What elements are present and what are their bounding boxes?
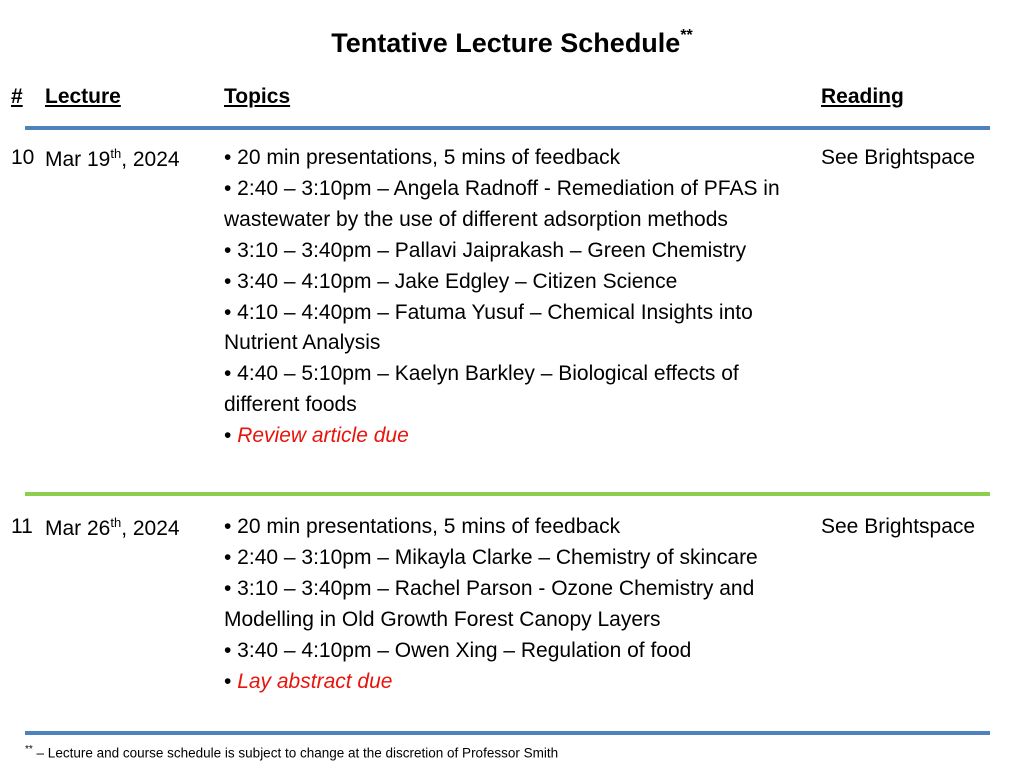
row-10-date-sup: th	[110, 146, 122, 161]
topic-item: • 2:40 – 3:10pm – Angela Radnoff - Remediation of PFAS in wastewater by the use of different adsorption methods	[224, 176, 780, 231]
row-10-num: 10	[11, 146, 35, 169]
due-item	[224, 421, 819, 452]
header-num: #	[11, 85, 23, 108]
due-item	[224, 667, 819, 698]
footnote	[25, 744, 558, 761]
row-11-reading: See Brightspace	[821, 515, 976, 538]
header-topics: Topics	[224, 85, 291, 108]
footer-divider	[25, 731, 990, 735]
row-10-date	[45, 146, 180, 172]
topic-item: • 2:40 – 3:10pm – Mikayla Clarke – Chemistry of skincare	[224, 545, 758, 569]
topic-item: • 20 min presentations, 5 mins of feedback	[224, 146, 621, 169]
row-11-date-sup: th	[110, 515, 122, 530]
topic-item: • 3:10 – 3:40pm – Pallavi Jaiprakash – Green Chemistry	[224, 238, 747, 262]
topic-item: • 20 min presentations, 5 mins of feedback	[224, 515, 621, 538]
header-divider	[25, 126, 990, 130]
row-10-date-main: Mar 19	[45, 148, 111, 171]
footnote-mark: **	[25, 744, 33, 755]
due-bullet: •	[224, 424, 238, 448]
review-article-due: Review article due	[237, 424, 409, 448]
topic-item: • 3:40 – 4:10pm – Owen Xing – Regulation of food	[224, 638, 692, 662]
row-11-num: 11	[11, 515, 33, 538]
lay-abstract-due: Lay abstract due	[237, 669, 393, 693]
topic-item: • 3:10 – 3:40pm – Rachel Parson - Ozone Chemistry and Modelling in Old Growth Forest Canopy Layers	[224, 576, 755, 631]
page-title	[0, 28, 1024, 59]
row-11-topics	[224, 512, 819, 697]
row-11-date-year: , 2024	[121, 517, 180, 540]
footnote-text: – Lecture and course schedule is subject to change at the discretion of Professor Smith	[32, 745, 559, 761]
title-text: Tentative Lecture Schedule	[331, 28, 681, 58]
row-11-date-main: Mar 26	[45, 517, 111, 540]
row-10-reading: See Brightspace	[821, 146, 976, 169]
header-lecture: Lecture	[45, 85, 121, 108]
topic-item: • 3:40 – 4:10pm – Jake Edgley – Citizen Science	[224, 269, 678, 293]
topic-item: • 4:40 – 5:10pm – Kaelyn Barkley – Biological effects of different foods	[224, 362, 739, 417]
topic-item: • 4:10 – 4:40pm – Fatuma Yusuf – Chemical Insights into Nutrient Analysis	[224, 300, 753, 355]
row-divider	[25, 492, 990, 496]
due-bullet: •	[224, 669, 238, 693]
row-10-topics	[224, 143, 819, 452]
title-footnote-mark: **	[680, 27, 693, 44]
row-10-date-year: , 2024	[121, 148, 180, 171]
header-reading: Reading	[821, 85, 904, 108]
row-11-date	[45, 515, 180, 541]
